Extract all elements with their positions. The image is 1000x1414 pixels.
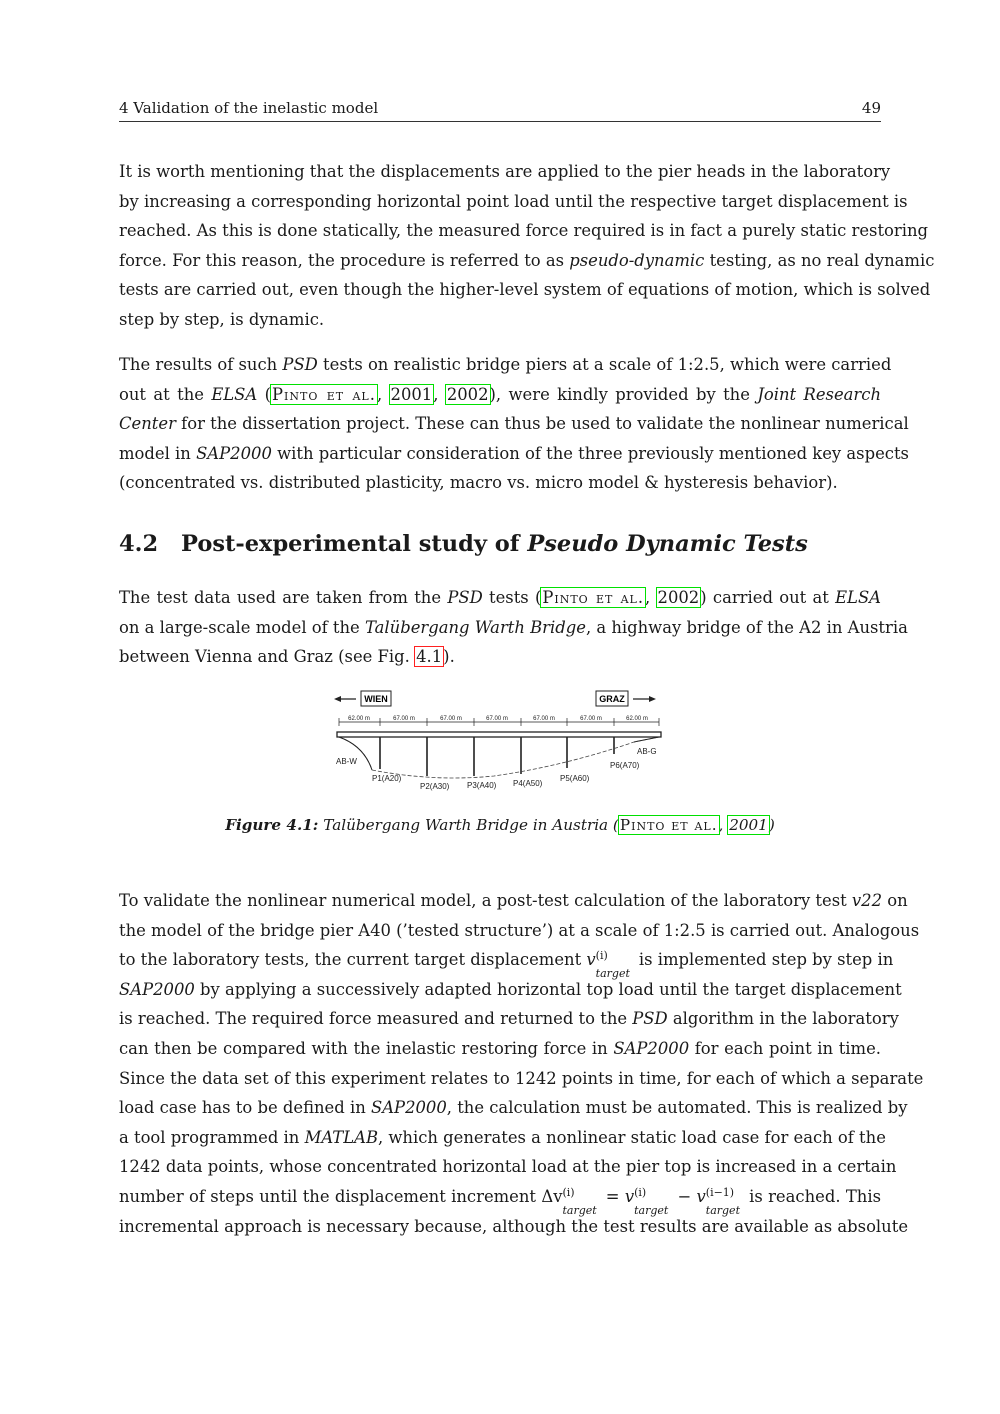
pier-label: P1(A20): [372, 774, 402, 783]
text-line: a tool programmed in MATLAB, which generates a nonlinear static load case for each of the: [119, 1127, 886, 1147]
text-line: It is worth mentioning that the displacements are applied to the pier heads in the laboratory: [119, 162, 891, 181]
pier-label: P5(A60): [560, 774, 590, 783]
text-line: tests are carried out, even though the higher-level system of equations of motion, which is solved: [119, 280, 931, 300]
span-label: 67.00 m: [486, 716, 508, 722]
text-line: The test data used are taken from the PSD tests (Pinto et al., 2002) carried out at ELSA: [119, 588, 882, 607]
piers: [380, 737, 614, 776]
citation-year-link[interactable]: 2002: [446, 384, 489, 404]
text-line: The results of such PSD tests on realistic bridge piers at a scale of 1:2.5, which were carried: [119, 355, 892, 374]
right-arrow-icon: [633, 696, 656, 702]
running-header: [119, 97, 881, 122]
paragraph-3: [119, 583, 908, 672]
chapter-title: 4 Validation of the inelastic model: [119, 99, 379, 117]
bridge-elevation-figure: [334, 686, 669, 796]
pier-label: P3(A40): [467, 781, 497, 790]
text-line: reached. As this is done statically, the measured force required is in fact a purely static restoring: [119, 221, 929, 241]
text-line: can then be compared with the inelastic restoring force in SAP2000 for each point in time.: [119, 1038, 882, 1058]
text-line: number of steps until the displacement increment Δv (i) target = v (i) target − v (i−1) target is reached. This: [119, 1185, 882, 1217]
pier-label: P4(A50): [513, 779, 543, 788]
right-slope: [634, 737, 659, 742]
text-line: step by step, is dynamic.: [119, 309, 325, 329]
text-line: Center for the dissertation project. These can thus be used to validate the nonlinear numerical: [119, 414, 909, 434]
text-line: SAP2000 by applying a successively adapted horizontal top load until the target displacement: [119, 979, 902, 999]
span-label: 67.00 m: [580, 716, 602, 722]
span-label: 67.00 m: [533, 716, 555, 722]
pier-labels: [336, 747, 657, 791]
text-line: by increasing a corresponding horizontal point load until the respective target displacement is: [119, 191, 908, 211]
citation-year-link[interactable]: 2002: [657, 588, 700, 607]
text-line: Since the data set of this experiment relates to 1242 points in time, for each of which a separate: [119, 1068, 924, 1088]
span-label: 67.00 m: [393, 716, 415, 722]
citation-year-link[interactable]: 2001: [390, 384, 433, 404]
caption-label: Figure 4.1:: [225, 816, 319, 834]
pier-label: P2(A30): [420, 782, 450, 791]
span-label: 62.00 m: [626, 716, 648, 722]
text-line: load case has to be defined in SAP2000, the calculation must be automated. This is realized by: [119, 1098, 908, 1118]
paragraph-2: [119, 350, 909, 498]
abutment-left-label: AB-W: [336, 757, 357, 766]
text-line: incremental approach is necessary because, although the test results are available as absolute: [119, 1216, 909, 1236]
span-label: 67.00 m: [440, 716, 462, 722]
left-city-label: WIEN: [364, 694, 388, 704]
section-heading: 4.2 Post-experimental study of Pseudo Dynamic Tests: [119, 531, 808, 557]
pier-label: P6(A70): [610, 761, 640, 770]
figure-caption: Figure 4.1: Talübergang Warth Bridge in Austria (Pinto et al., 2001): [225, 816, 775, 834]
paragraph-4: [119, 886, 924, 1241]
text-line: is reached. The required force measured and returned to the PSD algorithm in the laboratory: [119, 1009, 899, 1029]
text-line: 1242 data points, whose concentrated horizontal load at the pier top is increased in a certain: [119, 1157, 897, 1177]
paragraph-1: [119, 157, 935, 335]
text-line: the model of the bridge pier A40 (’tested structure’) at a scale of 1:2.5 is carried out. Analogous: [119, 920, 920, 940]
bridge-deck: [337, 732, 661, 737]
text-line: to the laboratory tests, the current target displacement v (i) target is implemented step by step in: [119, 949, 894, 981]
text-line: on a large-scale model of the Talübergang Warth Bridge, a highway bridge of the A2 in Austria: [119, 617, 908, 637]
text-line: between Vienna and Graz (see Fig. 4.1).: [119, 647, 455, 667]
figure-reference-link[interactable]: 4.1: [416, 647, 443, 667]
abutment-right-label: AB-G: [637, 747, 657, 756]
text-line: To validate the nonlinear numerical model, a post-test calculation of the laboratory test v22 on: [119, 891, 908, 910]
left-arrow-icon: [334, 696, 356, 702]
citation-link[interactable]: Pinto et al.: [619, 816, 718, 834]
span-labels: [348, 716, 648, 722]
citation-link[interactable]: Pinto et al.: [272, 384, 376, 404]
page-number: 49: [861, 99, 881, 117]
citation-year-link[interactable]: 2001: [729, 816, 768, 834]
text-line: force. For this reason, the procedure is referred to as pseudo-dynamic testing, as no real dynamic: [119, 250, 935, 270]
text-line: (concentrated vs. distributed plasticity, macro vs. micro model & hysteresis behavior).: [119, 473, 838, 493]
ground-profile: [339, 737, 659, 778]
span-label: 62.00 m: [348, 716, 370, 722]
citation-link[interactable]: Pinto et al.: [542, 588, 645, 607]
text-line: model in SAP2000 with particular consideration of the three previously mentioned key aspects: [119, 443, 909, 463]
text-line: out at the ELSA (Pinto et al., 2001, 2002), were kindly provided by the Joint Research: [119, 384, 881, 404]
right-city-label: GRAZ: [599, 694, 625, 704]
